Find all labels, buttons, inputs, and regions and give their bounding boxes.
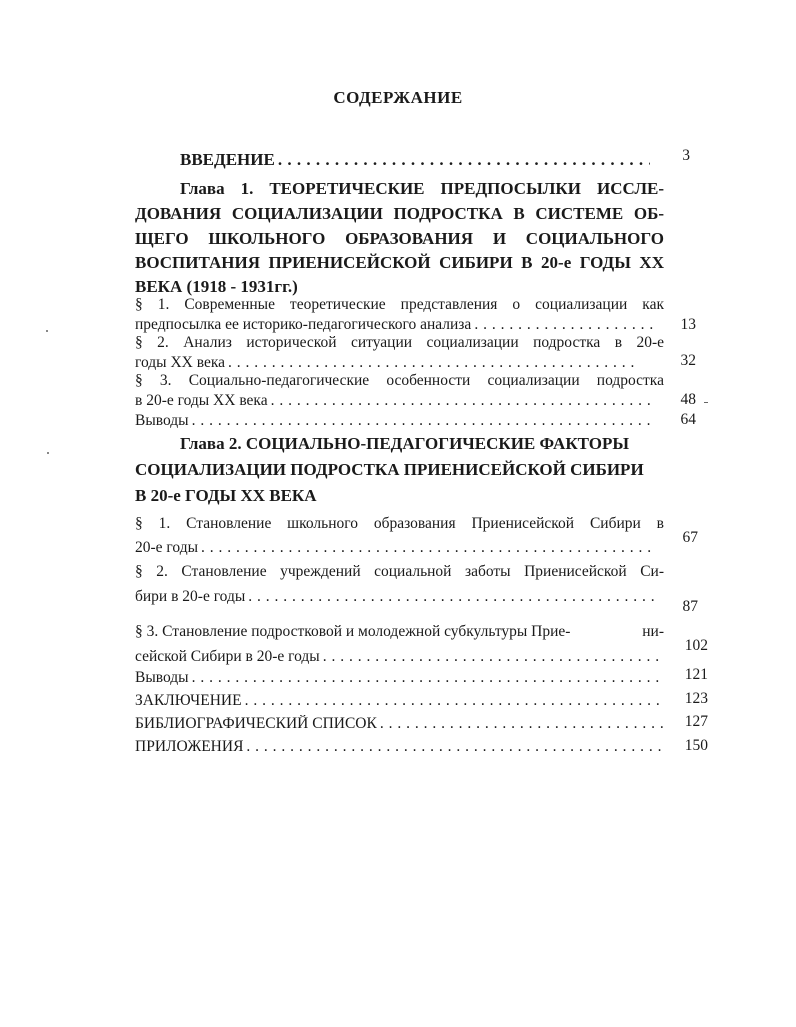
dot-leader [228, 354, 635, 372]
section-2-1-line-1[interactable]: § 1. Становление школьного образования Приенисейской Сибири в [135, 515, 664, 532]
toc-entry-label: Выводы [135, 669, 189, 686]
dot-leader [278, 150, 650, 170]
toc-entry-appendices[interactable] [135, 738, 665, 756]
section-1-2-line-2[interactable] [135, 354, 635, 372]
section-1-2-line-1[interactable]: § 2. Анализ исторической ситуации социализации подростка в 20-е [135, 334, 664, 351]
dot-leader [201, 539, 655, 557]
toc-page-number: 48 [680, 391, 696, 408]
toc-page-number: 123 [684, 690, 708, 707]
toc-page-number: 67 [682, 529, 698, 546]
section-1-3-line-1[interactable]: § 3. Социально-педагогические особенности социализации подростка [135, 372, 664, 389]
dot-leader [380, 715, 665, 733]
chapter-1-heading-line-1[interactable]: Глава 1. ТЕОРЕТИЧЕСКИЕ ПРЕДПОСЫЛКИ ИССЛЕ- [180, 179, 664, 198]
dot-leader [323, 648, 665, 666]
section-2-2-line-2[interactable] [135, 588, 655, 606]
toc-entry-label: ПРИЛОЖЕНИЯ [135, 738, 244, 755]
page-title: СОДЕРЖАНИЕ [333, 88, 463, 107]
dot-leader [474, 316, 655, 334]
section-2-3-line-1[interactable] [135, 623, 664, 641]
toc-entry-label: Выводы [135, 412, 189, 429]
scan-mark [704, 402, 708, 403]
dot-leader [248, 588, 655, 606]
dot-leader [245, 692, 665, 710]
toc-entry-label: 20-е годы [135, 539, 198, 556]
toc-page-number: 13 [680, 316, 696, 333]
toc-entry-label: в 20-е годы XX века [135, 392, 268, 409]
chapter-1-heading-line-2[interactable]: ДОВАНИЯ СОЦИАЛИЗАЦИИ ПОДРОСТКА В СИСТЕМЕ ОБ- [135, 204, 664, 223]
toc-page-number: 32 [680, 352, 696, 369]
section-2-1-line-2[interactable] [135, 539, 655, 557]
toc-entry-label: бири в 20-е годы [135, 588, 246, 605]
toc-entry-label: предпосылка ее историко-педагогического анализа [135, 316, 472, 333]
toc-entry-label: БИБЛИОГРАФИЧЕСКИЙ СПИСОК [135, 715, 377, 732]
dot-leader [192, 669, 665, 687]
dot-leader [246, 738, 665, 756]
toc-entry-label: § 3. Становление подростковой и молодежной субкультуры Прие- [135, 623, 571, 640]
section-2-2-line-1[interactable]: § 2. Становление учреждений социальной заботы Приенисейской Си- [135, 563, 664, 580]
toc-entry-conclusion[interactable] [135, 692, 665, 710]
toc-entry-label-hyphen: ни- [642, 623, 664, 640]
dot-leader [271, 392, 655, 410]
chapter-2-heading-line-2[interactable]: СОЦИАЛИЗАЦИИ ПОДРОСТКА ПРИЕНИСЕЙСКОЙ СИБИРИ [135, 460, 644, 479]
toc-entry-label: ЗАКЛЮЧЕНИЕ [135, 692, 242, 709]
section-1-1-line-1[interactable]: § 1. Современные теоретические представления о социализации как [135, 296, 664, 313]
toc-entry-label: сейской Сибири в 20-е годы [135, 648, 320, 665]
chapter-1-heading-line-3[interactable]: ЩЕГО ШКОЛЬНОГО ОБРАЗОВАНИЯ И СОЦИАЛЬНОГО [135, 229, 664, 248]
toc-page-number: 3 [682, 147, 690, 164]
toc-page-number: 121 [684, 666, 708, 683]
toc-entry-label: годы XX века [135, 354, 225, 371]
toc-page-number: 102 [684, 637, 708, 654]
scan-speck [46, 330, 48, 332]
toc-page-number: 87 [682, 598, 698, 615]
toc-entry-introduction[interactable] [180, 150, 650, 170]
chapter-1-heading-line-4[interactable]: ВОСПИТАНИЯ ПРИЕНИСЕЙСКОЙ СИБИРИ В 20-е ГОДЫ XX [135, 253, 664, 272]
toc-page-number: 150 [684, 737, 708, 754]
toc-page-number: 64 [680, 411, 696, 428]
section-2-3-line-2[interactable] [135, 648, 665, 666]
toc-page-number: 127 [684, 713, 708, 730]
toc-entry-bibliography[interactable] [135, 715, 665, 733]
dot-leader [192, 412, 655, 430]
scan-speck [47, 452, 49, 454]
chapter-2-heading-line-1[interactable]: Глава 2. СОЦИАЛЬНО-ПЕДАГОГИЧЕСКИЕ ФАКТОРЫ [180, 434, 630, 453]
toc-entry-label: ВВЕДЕНИЕ [180, 150, 275, 169]
chapter-2-conclusions[interactable] [135, 669, 665, 687]
section-1-1-line-2[interactable] [135, 316, 655, 334]
chapter-2-heading-line-3[interactable]: В 20-е ГОДЫ XX ВЕКА [135, 486, 317, 505]
chapter-1-conclusions[interactable] [135, 412, 655, 430]
section-1-3-line-2[interactable] [135, 392, 655, 410]
chapter-1-heading-line-5[interactable]: ВЕКА (1918 - 1931гг.) [135, 277, 298, 296]
